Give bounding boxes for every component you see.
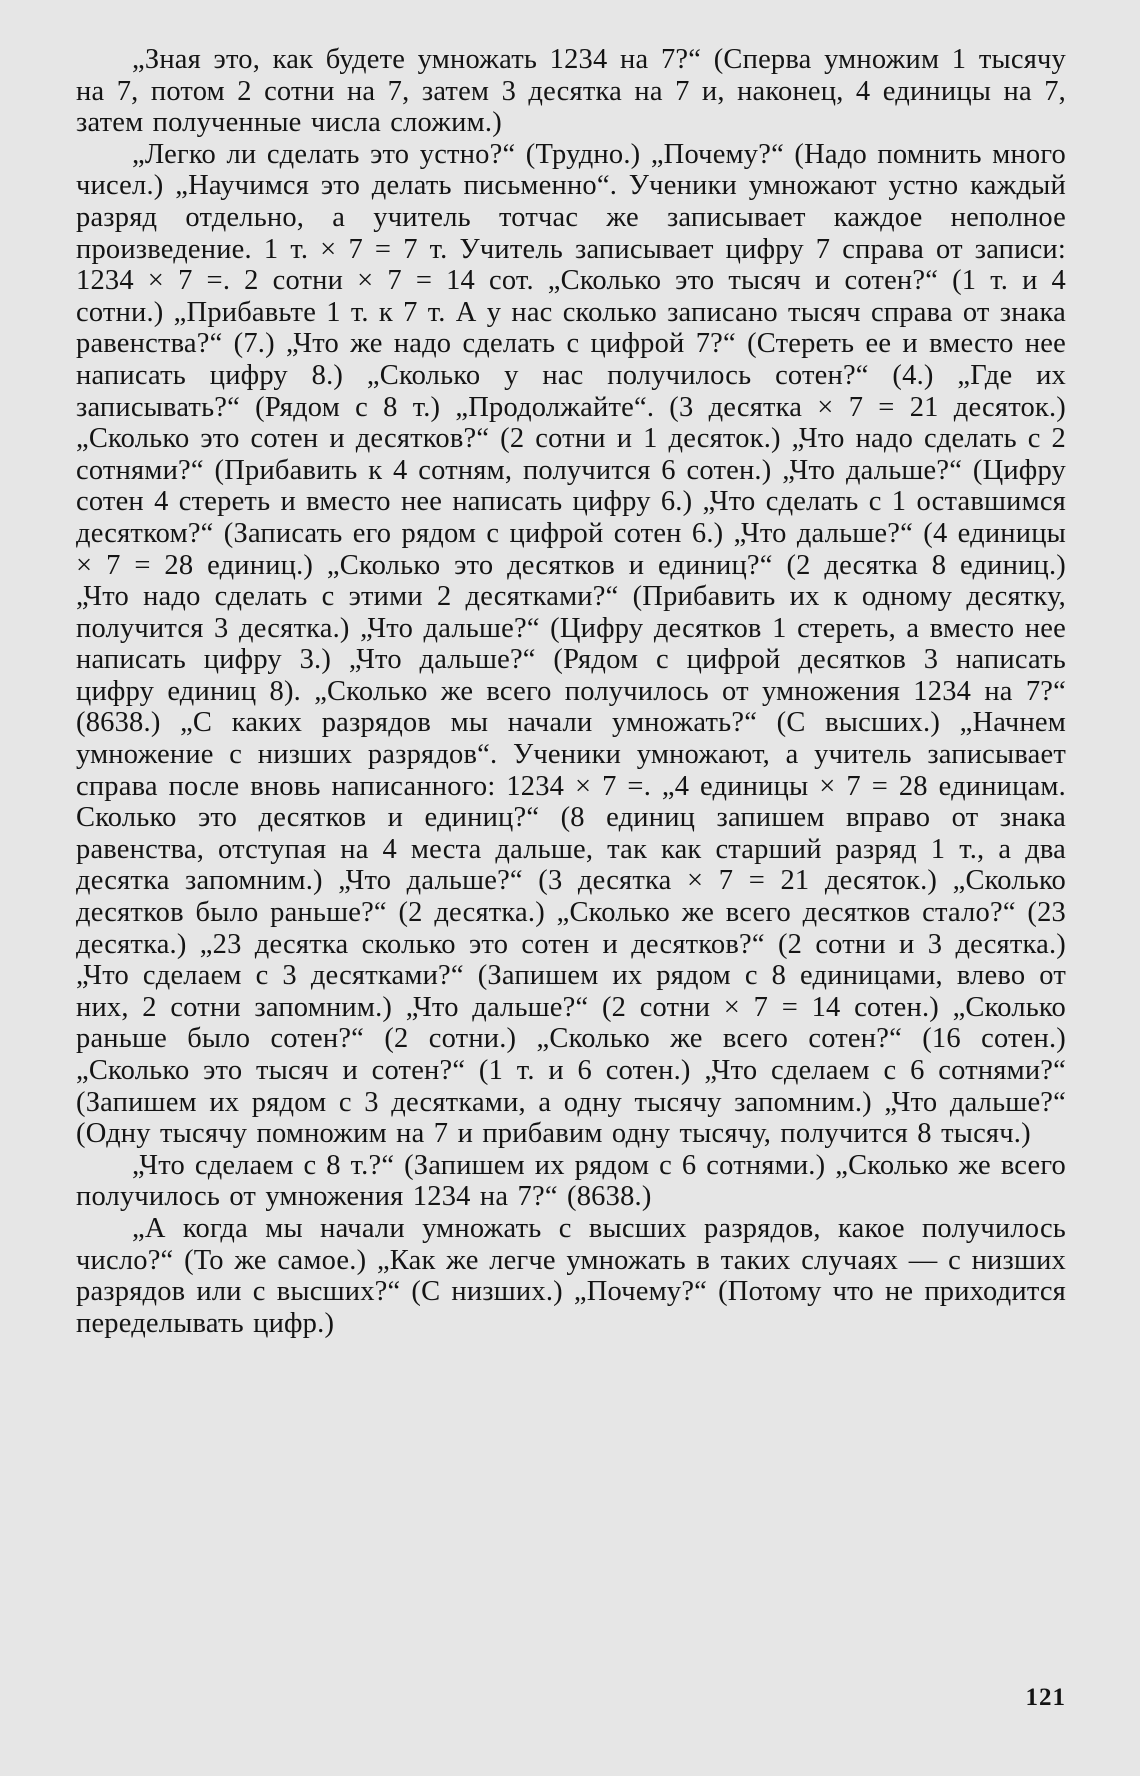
page-number: 121 xyxy=(1025,1684,1066,1711)
paragraph: „Что сделаем с 8 т.?“ (Запишем их рядом с 6 сотнями.) „Сколько же всего получилось от умножения 1234 на 7?“ (8638.) xyxy=(76,1149,1066,1213)
body-text xyxy=(76,44,1066,1339)
paragraph: „А когда мы начали умножать с высших разрядов, какое получилось число?“ (То же самое.) „Как же легче умножать в таких случаях — с низших разрядов или с высших?“ (С низших.) „Почему?“ (Потому что не приходится переделывать цифр.) xyxy=(76,1212,1066,1339)
paragraph: „Зная это, как будете умножать 1234 на 7?“ (Сперва умножим 1 тысячу на 7, потом 2 сотни на 7, затем 3 десятка на 7 и, наконец, 4 единицы на 7, затем полученные числа сложим.) xyxy=(76,44,1066,139)
paragraph: „Легко ли сделать это устно?“ (Трудно.) „Почему?“ (Надо помнить много чисел.) „Научимся это делать письменно“. Ученики умножают устно каждый разряд отдельно, а учитель тотчас же записывает каждое неполное произведение. 1 т. × 7 = 7 т. Учитель записывает цифру 7 справа от записи: 1234 × 7 =. 2 сотни × 7 = 14 сот. „Сколько это тысяч и сотен?“ (1 т. и 4 сотни.) „Прибавьте 1 т. к 7 т. А у нас сколько записано тысяч справа от знака равенства?“ (7.) „Что же надо сделать с цифрой 7?“ (Стереть ее и вместо нее написать цифру 8.) „Сколько у нас получилось сотен?“ (4.) „Где их записывать?“ (Рядом с 8 т.) „Продолжайте“. (3 десятка × 7 = 21 десяток.) „Сколько это сотен и десятков?“ (2 сотни и 1 десяток.) „Что надо сделать с 2 сотнями?“ (Прибавить к 4 сотням, получится 6 сотен.) „Что дальше?“ (Цифру сотен 4 стереть и вместо нее написать цифру 6.) „Что сделать с 1 оставшимся десятком?“ (Записать его рядом с цифрой сотен 6.) „Что дальше?“ (4 единицы × 7 = 28 единиц.) „Сколько это десятков и единиц?“ (2 десятка 8 единиц.) „Что надо сделать с этими 2 десятками?“ (Прибавить их к одному десятку, получится 3 десятка.) „Что дальше?“ (Цифру десятков 1 стереть, а вместо нее написать цифру 3.) „Что дальше?“ (Рядом с цифрой десятков 3 написать цифру единиц 8). „Сколько же всего получилось от умножения 1234 на 7?“ (8638.) „С каких разрядов мы начали умножать?“ (С высших.) „Начнем умножение с низших разрядов“. Ученики умножают, а учитель записывает справа после вновь написанного: 1234 × 7 =. „4 единицы × 7 = 28 единицам. Сколько это десятков и единиц?“ (8 единиц запишем вправо от знака равенства, отступая на 4 места дальше, так как старший разряд 1 т., а два десятка запомним.) „Что дальше?“ (3 десятка × 7 = 21 десяток.) „Сколько десятков было раньше?“ (2 десятка.) „Сколько же всего десятков стало?“ (23 десятка.) „23 десятка сколько это сотен и десятков?“ (2 сотни и 3 десятка.) „Что сделаем с 3 десятками?“ (Запишем их рядом с 8 единицами, влево от них, 2 сотни запомним.) „Что дальше?“ (2 сотни × 7 = 14 сотен.) „Сколько раньше было сотен?“ (2 сотни.) „Сколько же всего сотен?“ (16 сотен.) „Сколько это тысяч и сотен?“ (1 т. и 6 сотен.) „Что сделаем с 6 сотнями?“ (Запишем их рядом с 3 десятками, а одну тысячу запомним.) „Что дальше?“ (Одну тысячу помножим на 7 и прибавим одну тысячу, получится 8 тысяч.) xyxy=(76,138,1066,1150)
